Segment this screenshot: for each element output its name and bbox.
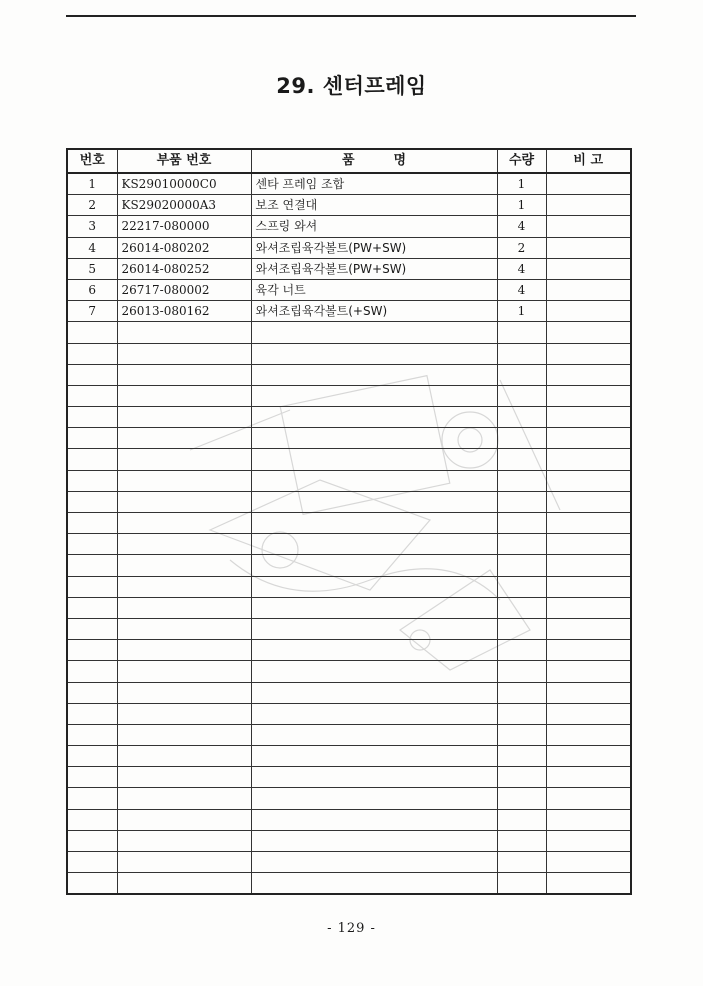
empty-cell — [546, 830, 631, 851]
empty-cell — [546, 618, 631, 639]
table-row — [67, 216, 631, 237]
empty-cell — [117, 788, 251, 809]
empty-table-row — [67, 555, 631, 576]
empty-cell — [251, 343, 497, 364]
empty-cell — [251, 491, 497, 512]
empty-cell — [251, 724, 497, 745]
empty-cell — [497, 343, 546, 364]
empty-table-row — [67, 809, 631, 830]
empty-cell — [546, 322, 631, 343]
cell-remarks — [546, 279, 631, 300]
cell-part-no: 26717-080002 — [117, 279, 251, 300]
empty-cell — [546, 703, 631, 724]
empty-table-row — [67, 618, 631, 639]
cell-remarks — [546, 258, 631, 279]
empty-cell — [67, 640, 117, 661]
table-row — [67, 301, 631, 322]
empty-cell — [497, 830, 546, 851]
empty-cell — [67, 576, 117, 597]
empty-cell — [497, 618, 546, 639]
empty-cell — [67, 724, 117, 745]
empty-cell — [497, 597, 546, 618]
empty-cell — [117, 491, 251, 512]
cell-name: 센타 프레임 조합 — [251, 173, 497, 195]
top-rule — [66, 15, 636, 17]
empty-cell — [546, 555, 631, 576]
empty-cell — [251, 576, 497, 597]
empty-table-row — [67, 788, 631, 809]
header-name: 품 명 — [251, 149, 497, 173]
empty-table-row — [67, 873, 631, 895]
empty-cell — [117, 618, 251, 639]
empty-cell — [67, 809, 117, 830]
empty-table-row — [67, 576, 631, 597]
empty-cell — [497, 491, 546, 512]
page-number: - 129 - — [327, 921, 376, 936]
empty-cell — [117, 322, 251, 343]
empty-cell — [67, 788, 117, 809]
header-qty: 수량 — [497, 149, 546, 173]
parts-table — [66, 148, 632, 895]
empty-cell — [546, 513, 631, 534]
empty-cell — [251, 767, 497, 788]
table-row — [67, 237, 631, 258]
empty-table-row — [67, 852, 631, 873]
cell-remarks — [546, 173, 631, 195]
header-part-no: 부품 번호 — [117, 149, 251, 173]
empty-table-row — [67, 597, 631, 618]
empty-cell — [546, 428, 631, 449]
cell-name: 와셔조립육각볼트(PW+SW) — [251, 237, 497, 258]
empty-cell — [67, 364, 117, 385]
empty-cell — [497, 385, 546, 406]
empty-cell — [67, 767, 117, 788]
table-row — [67, 279, 631, 300]
empty-cell — [67, 555, 117, 576]
cell-part-no: 26013-080162 — [117, 301, 251, 322]
empty-cell — [117, 428, 251, 449]
empty-cell — [251, 788, 497, 809]
empty-cell — [497, 746, 546, 767]
empty-cell — [117, 597, 251, 618]
header-remarks: 비 고 — [546, 149, 631, 173]
empty-cell — [117, 809, 251, 830]
empty-cell — [546, 343, 631, 364]
empty-cell — [67, 385, 117, 406]
empty-cell — [251, 682, 497, 703]
empty-cell — [497, 576, 546, 597]
empty-cell — [546, 809, 631, 830]
table-row — [67, 195, 631, 216]
empty-cell — [67, 428, 117, 449]
empty-cell — [67, 703, 117, 724]
cell-remarks — [546, 195, 631, 216]
empty-cell — [251, 830, 497, 851]
cell-name: 스프링 와셔 — [251, 216, 497, 237]
empty-cell — [67, 597, 117, 618]
cell-qty: 4 — [497, 279, 546, 300]
empty-cell — [251, 703, 497, 724]
empty-cell — [67, 830, 117, 851]
cell-name: 와셔조립육각볼트(PW+SW) — [251, 258, 497, 279]
empty-cell — [117, 576, 251, 597]
empty-table-row — [67, 682, 631, 703]
empty-cell — [67, 470, 117, 491]
cell-part-no: 26014-080252 — [117, 258, 251, 279]
cell-qty: 1 — [497, 195, 546, 216]
empty-cell — [251, 364, 497, 385]
empty-cell — [67, 661, 117, 682]
empty-table-row — [67, 703, 631, 724]
empty-cell — [546, 852, 631, 873]
empty-cell — [67, 491, 117, 512]
cell-part-no: KS29010000C0 — [117, 173, 251, 195]
empty-cell — [546, 682, 631, 703]
empty-cell — [117, 449, 251, 470]
empty-cell — [546, 746, 631, 767]
table-row — [67, 173, 631, 195]
cell-name: 와셔조립육각볼트(+SW) — [251, 301, 497, 322]
empty-cell — [546, 597, 631, 618]
empty-cell — [117, 852, 251, 873]
empty-cell — [497, 767, 546, 788]
empty-cell — [67, 682, 117, 703]
cell-qty: 4 — [497, 216, 546, 237]
empty-cell — [67, 449, 117, 470]
empty-cell — [117, 513, 251, 534]
empty-cell — [251, 322, 497, 343]
cell-no: 5 — [67, 258, 117, 279]
empty-cell — [546, 788, 631, 809]
empty-cell — [497, 661, 546, 682]
empty-cell — [546, 534, 631, 555]
empty-cell — [497, 809, 546, 830]
empty-cell — [497, 873, 546, 895]
header-no: 번호 — [67, 149, 117, 173]
empty-cell — [497, 640, 546, 661]
cell-qty: 2 — [497, 237, 546, 258]
cell-part-no: KS29020000A3 — [117, 195, 251, 216]
empty-cell — [251, 470, 497, 491]
empty-cell — [497, 364, 546, 385]
empty-cell — [117, 407, 251, 428]
empty-cell — [546, 873, 631, 895]
empty-table-row — [67, 364, 631, 385]
empty-cell — [117, 364, 251, 385]
empty-table-row — [67, 534, 631, 555]
empty-cell — [251, 555, 497, 576]
empty-cell — [497, 428, 546, 449]
empty-cell — [251, 661, 497, 682]
empty-cell — [67, 513, 117, 534]
empty-cell — [67, 343, 117, 364]
empty-cell — [117, 385, 251, 406]
cell-no: 4 — [67, 237, 117, 258]
empty-table-row — [67, 513, 631, 534]
cell-no: 1 — [67, 173, 117, 195]
empty-cell — [497, 407, 546, 428]
empty-cell — [117, 724, 251, 745]
empty-cell — [497, 534, 546, 555]
cell-remarks — [546, 301, 631, 322]
empty-cell — [117, 746, 251, 767]
empty-table-row — [67, 830, 631, 851]
empty-cell — [546, 724, 631, 745]
empty-cell — [117, 661, 251, 682]
empty-cell — [117, 343, 251, 364]
empty-cell — [546, 576, 631, 597]
empty-table-row — [67, 491, 631, 512]
cell-no: 7 — [67, 301, 117, 322]
cell-qty: 1 — [497, 173, 546, 195]
empty-table-row — [67, 407, 631, 428]
empty-table-row — [67, 449, 631, 470]
empty-cell — [546, 640, 631, 661]
empty-cell — [251, 534, 497, 555]
empty-cell — [67, 407, 117, 428]
empty-cell — [117, 682, 251, 703]
cell-qty: 4 — [497, 258, 546, 279]
empty-cell — [546, 470, 631, 491]
empty-cell — [117, 534, 251, 555]
empty-table-row — [67, 470, 631, 491]
empty-cell — [546, 385, 631, 406]
cell-remarks — [546, 216, 631, 237]
empty-cell — [497, 470, 546, 491]
empty-table-row — [67, 767, 631, 788]
empty-cell — [497, 703, 546, 724]
empty-cell — [251, 640, 497, 661]
empty-cell — [67, 746, 117, 767]
empty-cell — [67, 873, 117, 895]
empty-cell — [497, 555, 546, 576]
empty-cell — [546, 407, 631, 428]
table-row — [67, 258, 631, 279]
empty-cell — [251, 618, 497, 639]
table-header-row — [67, 149, 631, 173]
empty-cell — [251, 873, 497, 895]
empty-cell — [117, 555, 251, 576]
empty-cell — [251, 513, 497, 534]
cell-name: 보조 연결대 — [251, 195, 497, 216]
empty-cell — [67, 852, 117, 873]
empty-table-row — [67, 746, 631, 767]
empty-cell — [497, 724, 546, 745]
empty-cell — [117, 873, 251, 895]
empty-cell — [251, 428, 497, 449]
empty-cell — [251, 746, 497, 767]
empty-cell — [117, 640, 251, 661]
empty-cell — [497, 513, 546, 534]
empty-cell — [117, 703, 251, 724]
empty-table-row — [67, 661, 631, 682]
empty-cell — [251, 385, 497, 406]
cell-part-no: 22217-080000 — [117, 216, 251, 237]
empty-cell — [497, 788, 546, 809]
empty-cell — [497, 449, 546, 470]
empty-cell — [497, 852, 546, 873]
empty-table-row — [67, 724, 631, 745]
empty-table-row — [67, 640, 631, 661]
empty-cell — [546, 661, 631, 682]
empty-cell — [67, 618, 117, 639]
empty-cell — [497, 682, 546, 703]
empty-cell — [497, 322, 546, 343]
empty-cell — [546, 364, 631, 385]
empty-cell — [117, 470, 251, 491]
cell-no: 6 — [67, 279, 117, 300]
empty-cell — [251, 809, 497, 830]
empty-cell — [251, 407, 497, 428]
empty-cell — [117, 767, 251, 788]
empty-cell — [251, 852, 497, 873]
empty-cell — [251, 449, 497, 470]
cell-no: 2 — [67, 195, 117, 216]
empty-table-row — [67, 322, 631, 343]
empty-cell — [251, 597, 497, 618]
empty-table-row — [67, 428, 631, 449]
empty-cell — [117, 830, 251, 851]
empty-cell — [546, 767, 631, 788]
cell-part-no: 26014-080202 — [117, 237, 251, 258]
empty-cell — [546, 491, 631, 512]
empty-cell — [67, 322, 117, 343]
empty-cell — [67, 534, 117, 555]
cell-qty: 1 — [497, 301, 546, 322]
cell-no: 3 — [67, 216, 117, 237]
cell-name: 육각 너트 — [251, 279, 497, 300]
page-title: 29. 센터프레임 — [276, 74, 427, 98]
empty-cell — [546, 449, 631, 470]
empty-table-row — [67, 385, 631, 406]
cell-remarks — [546, 237, 631, 258]
empty-table-row — [67, 343, 631, 364]
